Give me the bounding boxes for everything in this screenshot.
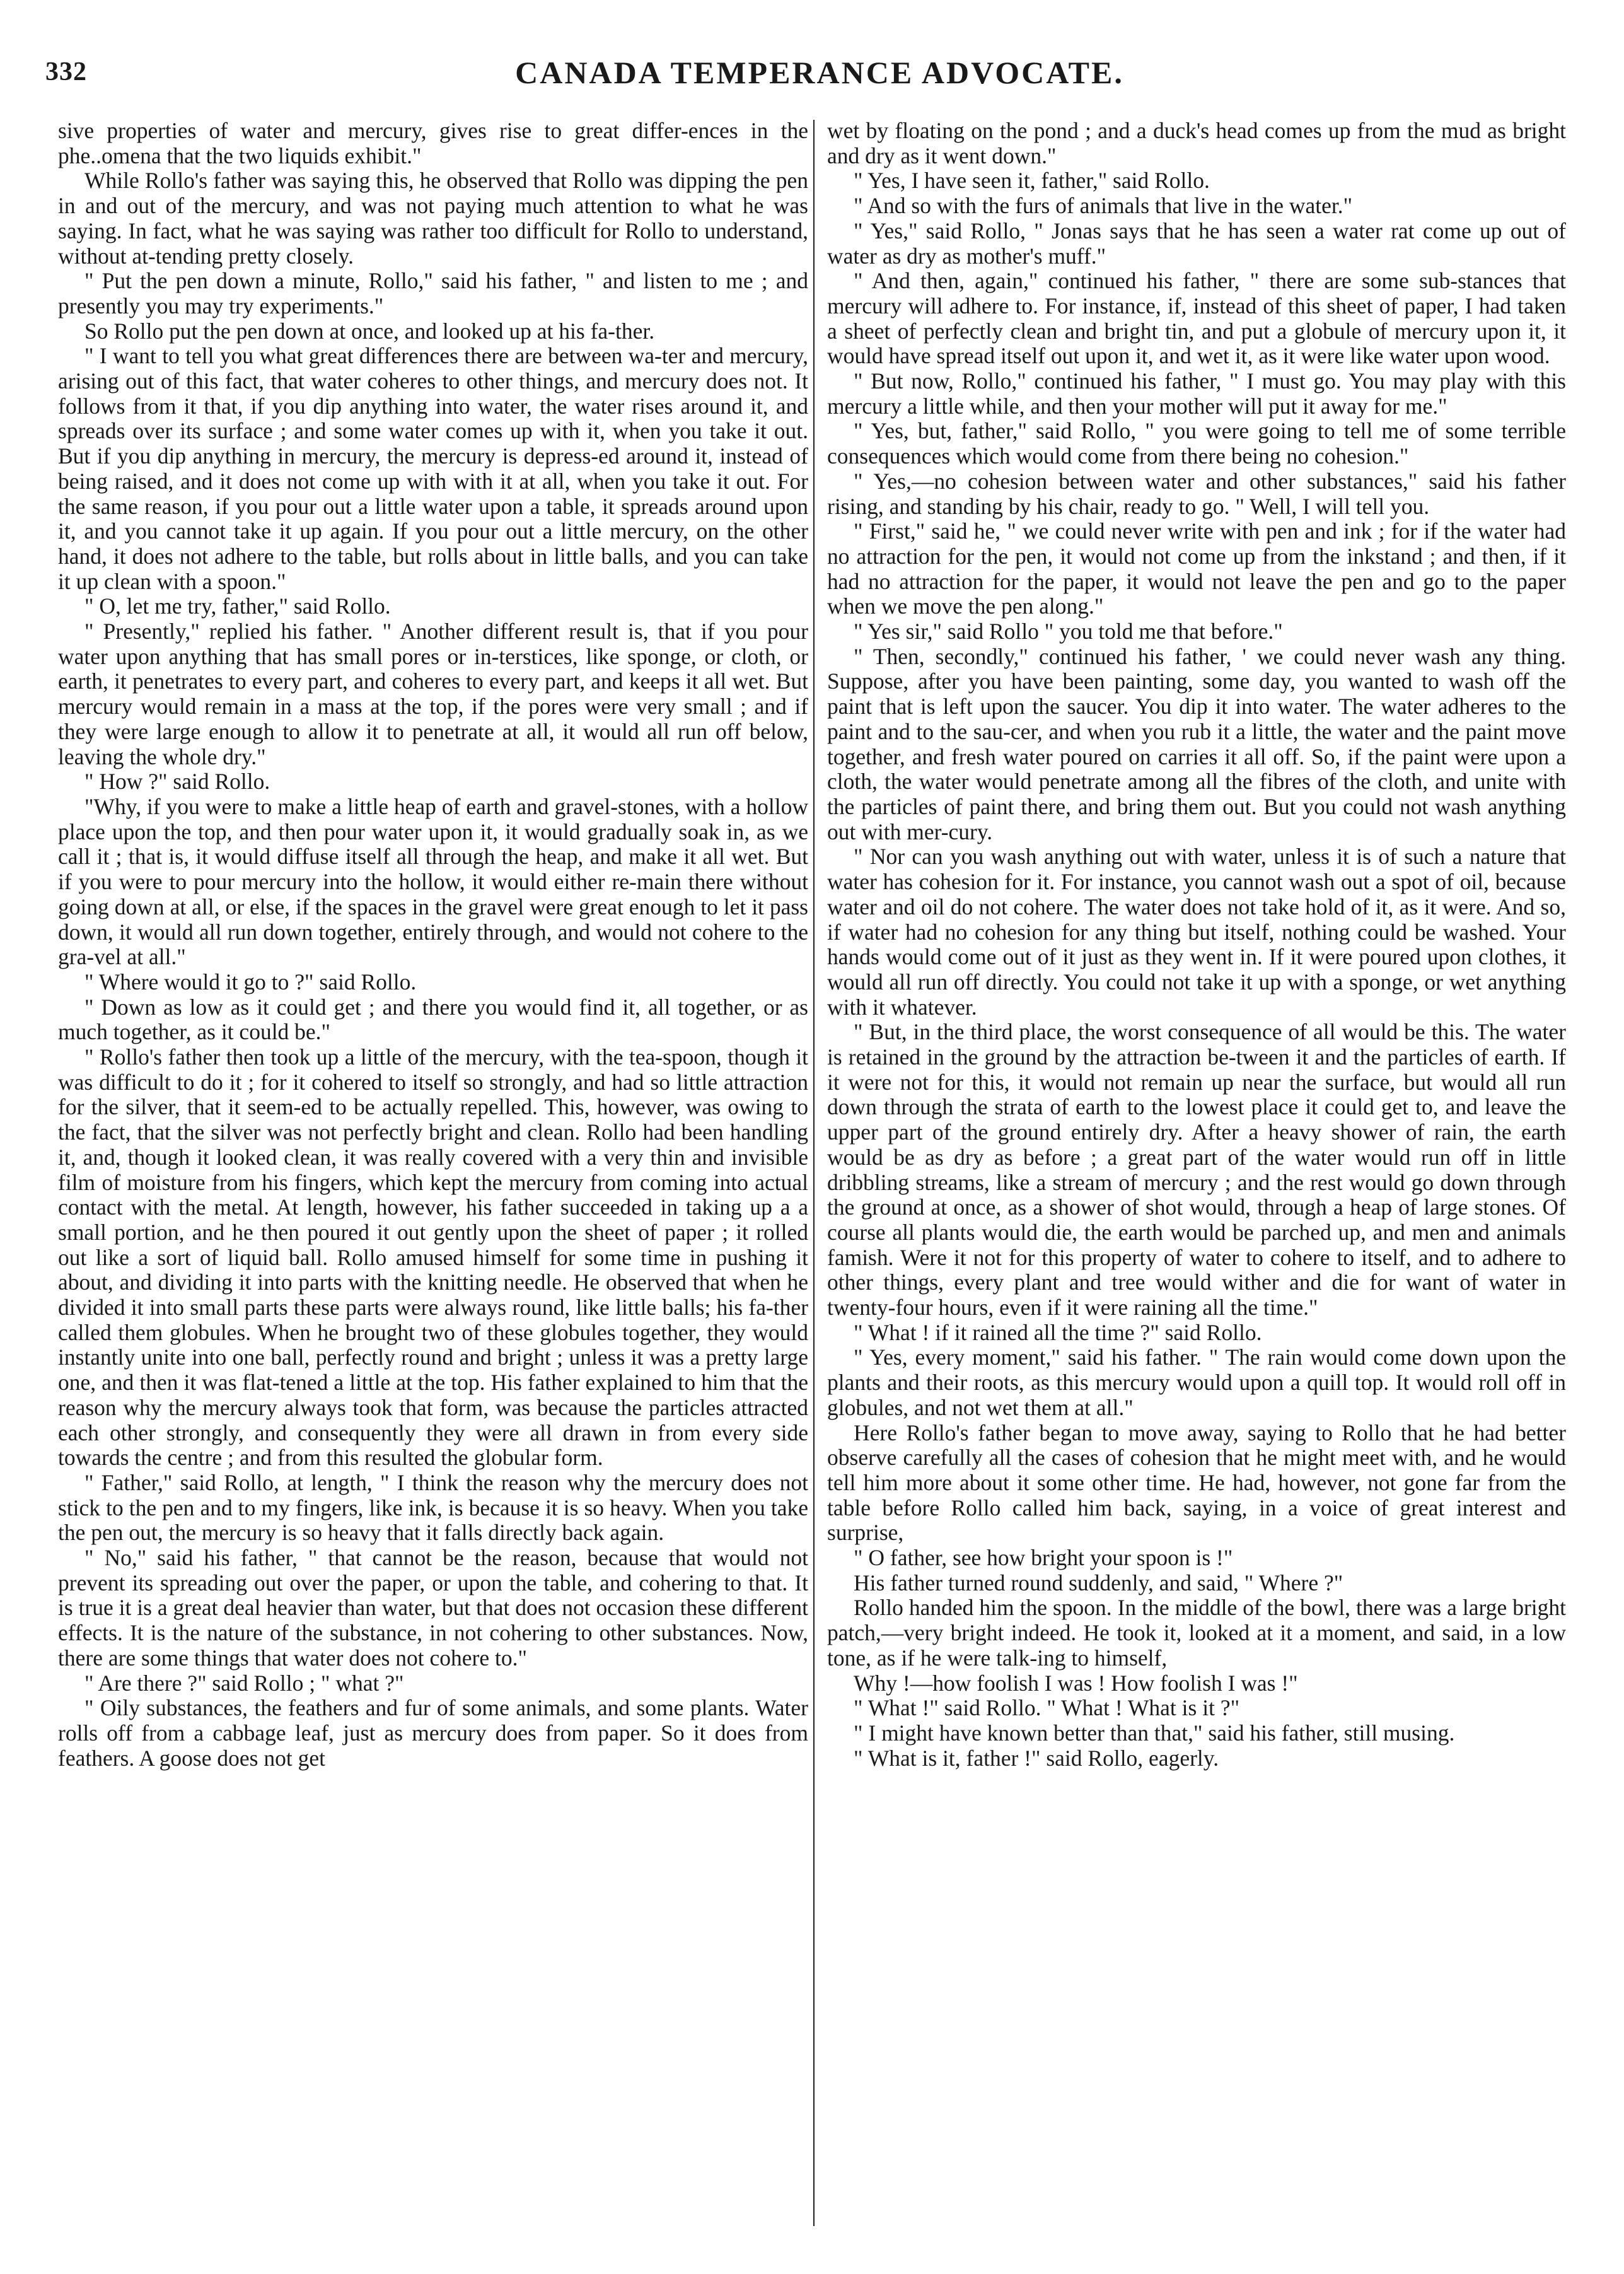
paragraph: " Yes,—no cohesion between water and other substances," said his father rising, and standing by his chair, ready to go. " Well, I will tell you. <box>827 468 1566 519</box>
paragraph: Rollo handed him the spoon. In the middle of the bowl, there was a large bright patch,—very bright indeed. He took it, looked at it a moment, and said, in a low tone, as if he were talk-ing to himself, <box>827 1595 1566 1671</box>
paragraph: " Oily substances, the feathers and fur of some animals, and some plants. Water rolls off from a cabbage leaf, just as mercury does from paper. So it does from feathers. A goose does not get <box>58 1695 808 1771</box>
paragraph: " Nor can you wash anything out with water, unless it is of such a nature that water has cohesion for it. For instance, you cannot wash out a spot of oil, because water and oil do not cohere. The water does not take hold of it, as it were. And so, if water had no cohesion for any thing but itself, nothing could be washed. Your hands would come out of it just as they went in. If it were poured upon clothes, it would all run off directly. You could not take it up with a sponge, or wet anything with it whatever. <box>827 844 1566 1020</box>
paragraph: While Rollo's father was saying this, he observed that Rollo was dipping the pen in and out of the mercury, and was not paying much attention to what he was saying. In fact, what he was saying was rather too difficult for Rollo to understand, without at-tending pretty closely. <box>58 168 808 269</box>
paragraph: " What ! if it rained all the time ?" said Rollo. <box>854 1319 1262 1345</box>
paragraph: " Yes sir," said Rollo " you told me that before." <box>854 619 1283 644</box>
paragraph: " Yes, but, father," said Rollo, " you were going to tell me of some terrible consequences which would come from there being no cohesion." <box>827 418 1566 469</box>
paragraph: " But now, Rollo," continued his father, " I must go. You may play with this mercury a little while, and then your mother will put it away for me." <box>827 368 1566 419</box>
journal-title: CANADA TEMPERANCE ADVOCATE. <box>515 55 1124 90</box>
paragraph: " And then, again," continued his father, " there are some sub-stances that mercury will adhere to. For instance, if, instead of this sheet of paper, I had taken a sheet of perfectly clean and bright tin, and put a globule of mercury upon it, it would have spread itself out upon it, and wet it, as it were like water upon wood. <box>827 268 1566 369</box>
paragraph: " O father, see how bright your spoon is !" <box>854 1545 1233 1571</box>
right-column <box>827 119 1566 1771</box>
paragraph: So Rollo put the pen down at once, and looked up at his fa-ther. <box>84 318 655 344</box>
paragraph: " Yes, every moment," said his father. " The rain would come down upon the plants and their roots, as this mercury would upon a quill top. It would roll off in globules, and not wet them at all." <box>827 1344 1566 1420</box>
paragraph: " O, let me try, father," said Rollo. <box>84 593 391 619</box>
paragraph: " I might have known better than that," said his father, still musing. <box>854 1720 1455 1746</box>
page-number: 332 <box>45 57 87 86</box>
paragraph: " Yes," said Rollo, " Jonas says that he has seen a water rat come up out of water as dry as mother's muff." <box>827 218 1566 269</box>
paragraph: " I want to tell you what great differences there are between wa-ter and mercury, arising out of this fact, that water coheres to other things, and mercury does not. It follows from it that, if you dip anything into water, the water rises around it, and spreads over its surface ; and some water comes up with it, when you take it out. But if you dip anything in mercury, the mercury is depress-ed around it, instead of being raised, and it does not come up with with it at all, when you take it out. For the same reason, if you pour out a little water upon a table, it spreads around upon it, and you cannot take it up again. If you pour out a little mercury, on the other hand, it does not adhere to the table, but rolls about in little balls, and you can take it up clean with a spoon." <box>58 343 808 594</box>
paragraph: " Then, secondly," continued his father, ' we could never wash any thing. Suppose, after you have been painting, some day, you wanted to wash off the paint that is left upon the saucer. You dip it into water. The water adheres to the paint and to the sau-cer, and when you rub it a little, the water and the paint move together, and fresh water poured on carries it all off. So, if the paint were upon a cloth, the water would penetrate among all the fibres of the cloth, and unite with the particles of paint there, and bring them out. But you could not wash anything out with mer-cury. <box>827 643 1566 844</box>
paragraph: " Rollo's father then took up a little of the mercury, with the tea-spoon, though it was difficult to do it ; for it cohered to itself so strongly, and had so little attraction for the silver, that it seem-ed to be actually repelled. This, however, was owing to the fact, that the silver was not perfectly bright and clean. Rollo had been handling it, and, though it looked clean, it was really covered with a very thin and invisible film of moisture from his fingers, which kept the mercury from coming into actual contact with the metal. At length, however, his father succeeded in taking up a a small portion, and he then poured it out gently upon the sheet of paper ; it rolled out like a sort of liquid ball. Rollo amused himself for some time in pushing it about, and dividing it into parts with the knitting needle. He observed that when he divided it into small parts these parts were always round, like little balls; his fa-ther called them globules. When he brought two of these globules together, they would instantly unite into one ball, perfectly round and bright ; unless it was a pretty large one, and then it was flat-tened a little at the top. His father explained to him that the reason why the mercury always took that form, was because the particles attracted each other strongly, and consequently they were all drawn in from every side towards the centre ; and from this resulted the globular form. <box>58 1044 808 1471</box>
left-column <box>58 119 808 1771</box>
paragraph: Here Rollo's father began to move away, saying to Rollo that he had better observe carefully all the cases of cohesion that he might meet with, and he would tell him more about it some other time. He had, however, not gone far from the table before Rollo called him back, saying, in a voice of great interest and surprise, <box>827 1420 1566 1546</box>
paragraph: " Presently," replied his father. " Another different result is, that if you pour water upon anything that has small pores or in-terstices, like sponge, or cloth, or earth, it penetrates to every part, and coheres to every part, and keeps it all wet. But mercury would remain in a mass at the top, if the pores were very small ; and if they were large enough to allow it to penetrate at all, it would all run off below, leaving the whole dry." <box>58 619 808 769</box>
paragraph: " Father," said Rollo, at length, " I think the reason why the mercury does not stick to the pen and to my fingers, like ink, is because it is so heavy. When you take the pen out, the mercury is so heavy that it falls directly back again. <box>58 1469 808 1546</box>
column-divider <box>813 120 815 2226</box>
paragraph: " No," said his father, " that cannot be the reason, because that would not prevent its spreading out over the paper, or upon the table, and cohering to that. It is true it is a great deal heavier than water, but that does not occasion these different effects. It is the nature of the substance, in not cohering to other substances. Now, there are some things that water does not cohere to." <box>58 1545 808 1671</box>
paragraph: " Yes, I have seen it, father," said Rollo. <box>854 168 1210 194</box>
paragraph: " Put the pen down a minute, Rollo," said his father, " and listen to me ; and presently you may try experiments." <box>58 268 808 318</box>
paragraph: Why !—how foolish I was ! How foolish I was !" <box>854 1670 1298 1696</box>
paragraph: His father turned round suddenly, and said, " Where ?" <box>854 1570 1343 1595</box>
paragraph: " First," said he, " we could never write with pen and ink ; for if the water had no attraction for the pen, it would not come up from the inkstand ; and then, if it had no attraction for the paper, it would not leave the pen and go to the paper when we move the pen along." <box>827 518 1566 619</box>
page-header <box>45 54 1594 98</box>
paragraph: sive properties of water and mercury, gives rise to great differ-ences in the phe..omena that the two liquids exhibit." <box>58 118 808 168</box>
paragraph: " What is it, father !" said Rollo, eagerly. <box>854 1745 1219 1771</box>
paragraph: " How ?" said Rollo. <box>84 769 270 795</box>
paragraph: "Why, if you were to make a little heap of earth and gravel-stones, with a hollow place upon the top, and then pour water upon it, it would gradually soak in, as we call it ; that is, it would diffuse itself all through the heap, and make it all wet. But if you were to pour mercury into the hollow, it would either re-main there without going down at all, or else, if the spaces in the gravel were great enough to let it pass down, it would all run down together, entirely through, and would not cohere to the gra-vel at all." <box>58 793 808 970</box>
paragraph: " Down as low as it could get ; and there you would find it, all together, or as much together, as it could be." <box>58 994 808 1045</box>
paragraph: " Are there ?" said Rollo ; " what ?" <box>84 1670 404 1696</box>
paragraph: wet by floating on the pond ; and a duck's head comes up from the mud as bright and dry as it went down." <box>827 118 1566 168</box>
paragraph: " Where would it go to ?" said Rollo. <box>84 969 417 994</box>
paragraph: " But, in the third place, the worst consequence of all would be this. The water is retained in the ground by the attraction be-tween it and the particles of earth. If it were not for this, it would not remain up near the surface, but would all run down through the strata of earth to the lowest place it could get to, and leave the upper part of the ground entirely dry. After a heavy shower of rain, the earth would be as dry as before ; a great part of the water would run off in little dribbling streams, like a stream of mercury ; and the rest would go down through the ground at once, as a shower of shot would, through a heap of large stones. Of course all plants would die, the earth would be parched up, and men and animals famish. Were it not for this property of water to cohere to itself, and to adhere to other things, every plant and tree would wither and die for want of water in twenty-four hours, even if it were raining all the time." <box>827 1019 1566 1321</box>
paragraph: " What !" said Rollo. " What ! What is it ?" <box>854 1695 1240 1721</box>
paragraph: " And so with the furs of animals that live in the water." <box>854 193 1353 219</box>
